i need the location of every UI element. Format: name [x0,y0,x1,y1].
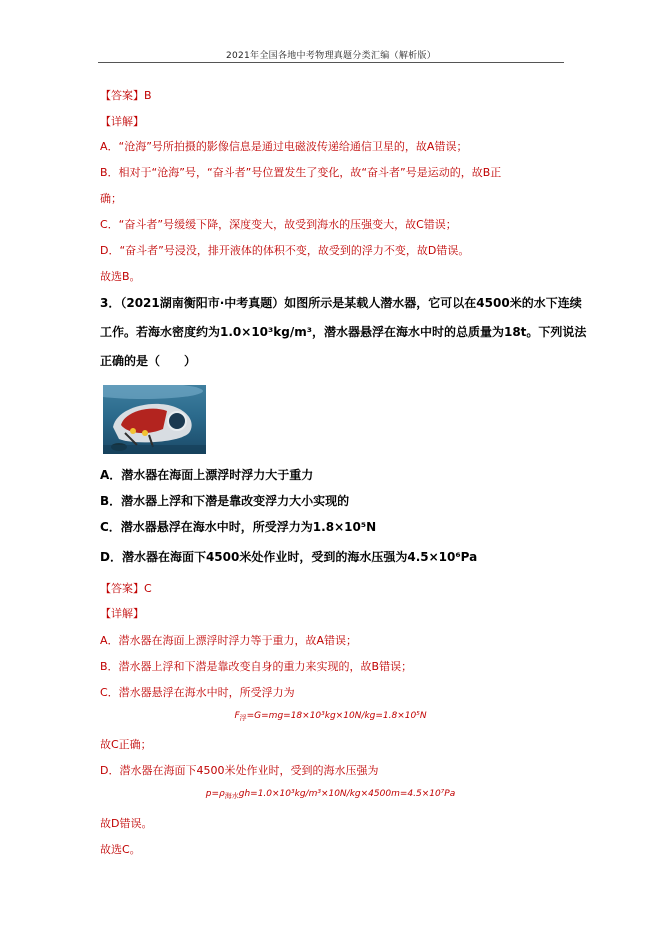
analysis-1-option-b-line2: 确； [100,192,122,205]
question-3-option-d: D．潜水器在海面下4500米处作业时，受到的海水压强为4.5×10⁶Pa [100,550,478,564]
formula-pressure [0,789,661,801]
answer-label-1: 【答案】B [100,89,152,102]
question-3-option-c: C．潜水器悬浮在海水中时，所受浮力为1.8×10⁵N [100,520,377,534]
analysis-1-option-d: D．“奋斗者”号浸没，排开液体的体积不变，故受到的浮力不变，故D错误。 [100,244,470,257]
formula-pressure-rhs: gh=1.0×10³kg/m³×10N/kg×4500m=4.5×10⁷Pa [238,789,456,799]
analysis-1-option-c: C．“奋斗者”号缓缓下降，深度变大，故受到海水的压强变大，故C错误； [100,218,457,231]
question-3-option-b: B．潜水器上浮和下潜是靠改变浮力大小实现的 [100,494,350,508]
analysis-3-option-a: A．潜水器在海面上漂浮时浮力等于重力，故A错误； [100,634,358,647]
formula-pressure-lhs: p=ρ [205,789,225,799]
analysis-3-option-b: B．潜水器上浮和下潜是靠改变自身的重力来实现的，故B错误； [100,660,413,673]
header-divider [98,62,564,63]
detail-label-3: 【详解】 [100,607,144,620]
page-header-title: 2021年全国各地中考物理真题分类汇编（解析版） [225,51,437,61]
question-3-stem-line2: 工作。若海水密度约为1.0×10³kg/m³，潜水器悬浮在海水中时的总质量为18t。下列说法 [100,325,587,339]
submersible-photo [103,385,206,454]
analysis-1-option-a: A．“沧海”号所拍摄的影像信息是通过电磁波传递给通信卫星的，故A错误； [100,140,468,153]
analysis-3-option-c-result: 故C正确； [100,738,152,751]
question-3-stem-line3: 正确的是（ ） [100,354,197,368]
formula-buoyancy-rhs: =G=mg=18×10³kg×10N/kg=1.8×10⁵N [246,711,427,721]
analysis-1-option-b-line1: B．相对于“沧海”号，“奋斗者”号位置发生了变化，故“奋斗者”号是运动的，故B正 [100,166,502,179]
formula-buoyancy-lhs: F [234,711,240,721]
formula-buoyancy-subscript: 浮 [239,714,247,722]
analysis-1-conclusion: 故选B。 [100,270,141,283]
analysis-3-option-d-result: 故D错误。 [100,817,153,830]
question-3-option-a: A．潜水器在海面上漂浮时浮力大于重力 [100,468,314,482]
analysis-3-conclusion: 故选C。 [100,843,141,856]
formula-buoyancy [0,711,661,723]
formula-pressure-subscript: 海水 [224,792,239,800]
question-3-stem-line1: 3．（2021湖南衡阳市·中考真题）如图所示是某载人潜水器，它可以在4500米的水下连续 [100,296,582,310]
analysis-3-option-c: C．潜水器悬浮在海水中时，所受浮力为 [100,686,295,699]
analysis-3-option-d: D．潜水器在海面下4500米处作业时，受到的海水压强为 [100,764,379,777]
detail-label-1: 【详解】 [100,115,144,128]
answer-label-3: 【答案】C [100,582,152,595]
